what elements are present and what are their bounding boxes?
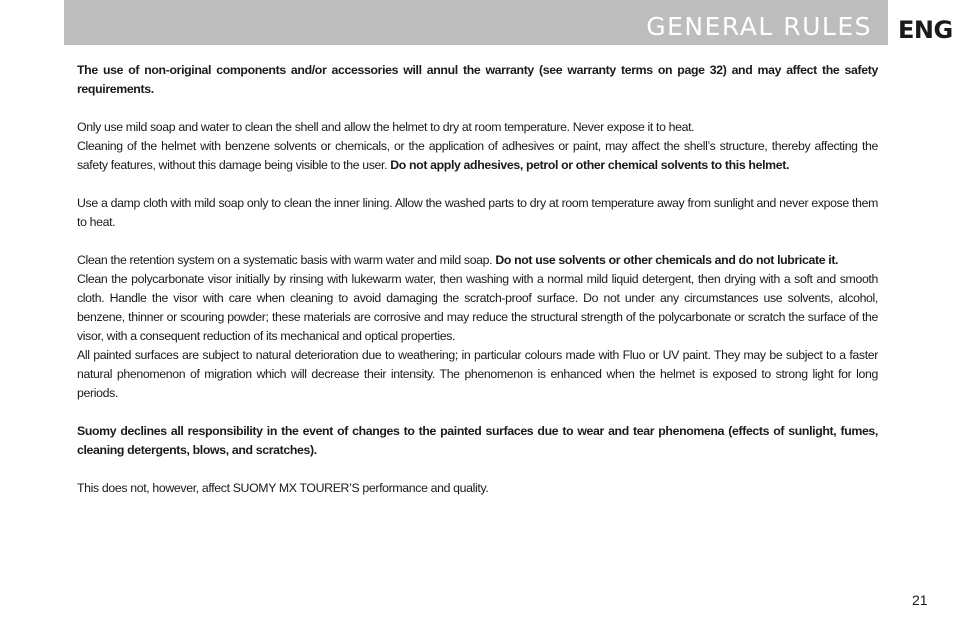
chemicals-warning: Do not apply adhesives, petrol or other chemical solvents to this helmet. xyxy=(390,158,790,172)
painted-surfaces-paragraph: All painted surfaces are subject to natural deterioration due to weathering; in particular colours made with Fluo or UV paint. They may be subject to a faster natural phenomenon of migration which will decrease their intensity. The phenomenon is enhanced when the helmet is exposed to strong light for long periods. xyxy=(77,348,878,400)
document-body xyxy=(77,61,878,498)
visor-paragraph: Clean the polycarbonate visor initially by rinsing with lukewarm water, then washing with a normal mild liquid detergent, then drying with a soft and smooth cloth. Handle the visor with care when cleaning to avoid damaging the scratch-proof surface. Do not under any circumstances use solvents, alcohol, benzene, thinner or scouring powder; these materials are corrosive and may reduce the structural strength of the polycarbonate or scratch the surface of the visor, with a consequent reduction of its mechanical and optical properties. xyxy=(77,272,878,343)
chemicals-paragraph xyxy=(77,137,878,175)
chemicals-text: Cleaning of the helmet with benzene solvents or chemicals, or the application of adhesives or paint, may affect the shell’s structure, thereby affecting the safety features, without this damage being visible to the user. xyxy=(77,139,878,172)
language-tag: ENG xyxy=(898,16,953,44)
header-bar xyxy=(64,0,888,45)
retention-text: Clean the retention system on a systematic basis with warm water and mild soap. xyxy=(77,253,496,267)
retention-warning: Do not use solvents or other chemicals and do not lubricate it. xyxy=(495,253,839,267)
disclaimer-paragraph: Suomy declines all responsibility in the event of changes to the painted surfaces due to wear and tear phenomena (effects of sunlight, fumes, cleaning detergents, blows, and scratches). xyxy=(77,424,878,457)
page-number: 21 xyxy=(912,592,928,608)
retention-system-paragraph xyxy=(77,251,878,270)
warranty-paragraph: The use of non-original components and/or accessories will annul the warranty (see warranty terms on page 32) and may affect the safety requirements. xyxy=(77,63,878,96)
performance-paragraph: This does not, however, affect SUOMY MX TOURER’S performance and quality. xyxy=(77,481,489,495)
page-title: GENERAL RULES xyxy=(646,12,872,41)
inner-lining-paragraph: Use a damp cloth with mild soap only to clean the inner lining. Allow the washed parts to dry at room temperature away from sunlight and never expose them to heat. xyxy=(77,196,878,229)
shell-cleaning-paragraph: Only use mild soap and water to clean the shell and allow the helmet to dry at room temperature. Never expose it to heat. xyxy=(77,120,695,134)
